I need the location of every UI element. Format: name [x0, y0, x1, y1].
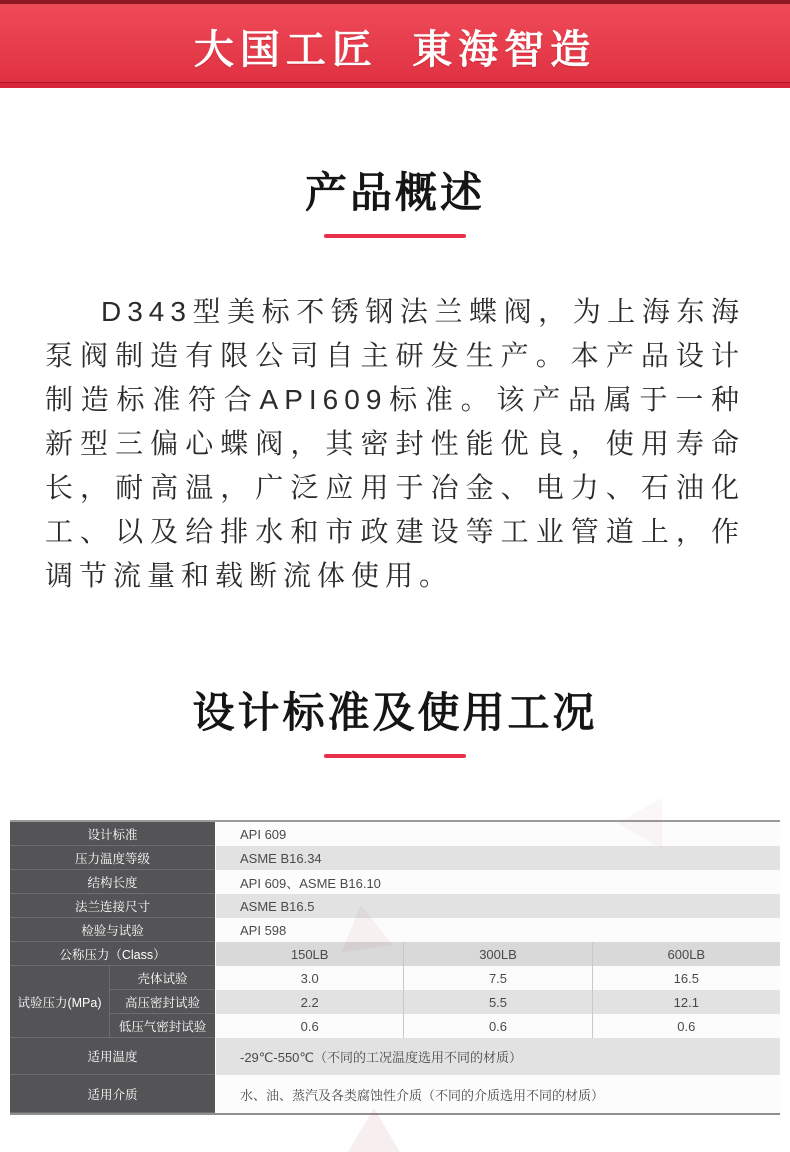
- row-label: 法兰连接尺寸: [10, 894, 215, 918]
- table-row: [10, 870, 780, 894]
- overview-section-title: 产品概述: [304, 169, 485, 216]
- row-value: -29℃-550℃（不同的工况温度选用不同的材质）: [215, 1038, 780, 1075]
- row-label: 压力温度等级: [10, 846, 215, 870]
- class-col-300lb: 300LB: [403, 942, 591, 966]
- cell-value: 7.5: [403, 966, 591, 990]
- design-title-underline: [324, 754, 466, 758]
- row-label: 适用介质: [10, 1075, 215, 1113]
- row-value: API 609、ASME B16.10: [215, 870, 780, 894]
- class-col-600lb: 600LB: [592, 942, 780, 966]
- cell-value: 12.1: [592, 990, 780, 1014]
- cell-value: 16.5: [592, 966, 780, 990]
- row-label: 公称压力（Class）: [10, 942, 215, 966]
- table-row: [10, 822, 780, 846]
- table-row: [10, 918, 780, 942]
- row-value: API 598: [215, 918, 780, 942]
- cell-value: 2.2: [215, 990, 403, 1014]
- row-value: API 609: [215, 822, 780, 846]
- row-label: 结构长度: [10, 870, 215, 894]
- row-value: ASME B16.5: [215, 894, 780, 918]
- cell-value: 0.6: [215, 1014, 403, 1038]
- cell-value: 0.6: [592, 1014, 780, 1038]
- class-header-row: [10, 942, 780, 966]
- cell-value: 3.0: [215, 966, 403, 990]
- cell-value: 0.6: [403, 1014, 591, 1038]
- design-section-title: 设计标准及使用工况: [192, 689, 598, 736]
- row-sublabel: 高压密封试验: [110, 990, 215, 1014]
- temp-row: [10, 1038, 780, 1075]
- row-label: 设计标准: [10, 822, 215, 846]
- media-row: [10, 1075, 780, 1113]
- table-row: [10, 894, 780, 918]
- row-label: 检验与试验: [10, 918, 215, 942]
- class-col-150lb: 150LB: [215, 942, 403, 966]
- overview-title-underline: [324, 234, 466, 238]
- test-pressure-label: 试验压力(MPa): [10, 966, 110, 1038]
- test-pressure-block: [10, 966, 780, 1038]
- spec-table: [10, 820, 780, 1115]
- row-label: 适用温度: [10, 1038, 215, 1075]
- row-value: 水、油、蒸汽及各类腐蚀性介质（不同的介质选用不同的材质）: [215, 1075, 780, 1113]
- cell-value: 5.5: [403, 990, 591, 1014]
- table-row: [10, 846, 780, 870]
- header-banner: [0, 4, 790, 88]
- banner-title: 大国工匠 東海智造: [193, 27, 597, 72]
- row-sublabel: 低压气密封试验: [110, 1014, 215, 1038]
- row-value: ASME B16.34: [215, 846, 780, 870]
- row-sublabel: 壳体试验: [110, 966, 215, 990]
- overview-paragraph: D343型美标不锈钢法兰蝶阀，为上海东海泵阀制造有限公司自主研发生产。本产品设计制造标准符合API609标准。该产品属于一种新型三偏心蝶阀，其密封性能优良，使用寿命长，耐高温，广泛应用于冶金、电力、石油化工、以及给排水和市政建设等工业管道上，作调节流量和载断流体使用。: [45, 296, 745, 591]
